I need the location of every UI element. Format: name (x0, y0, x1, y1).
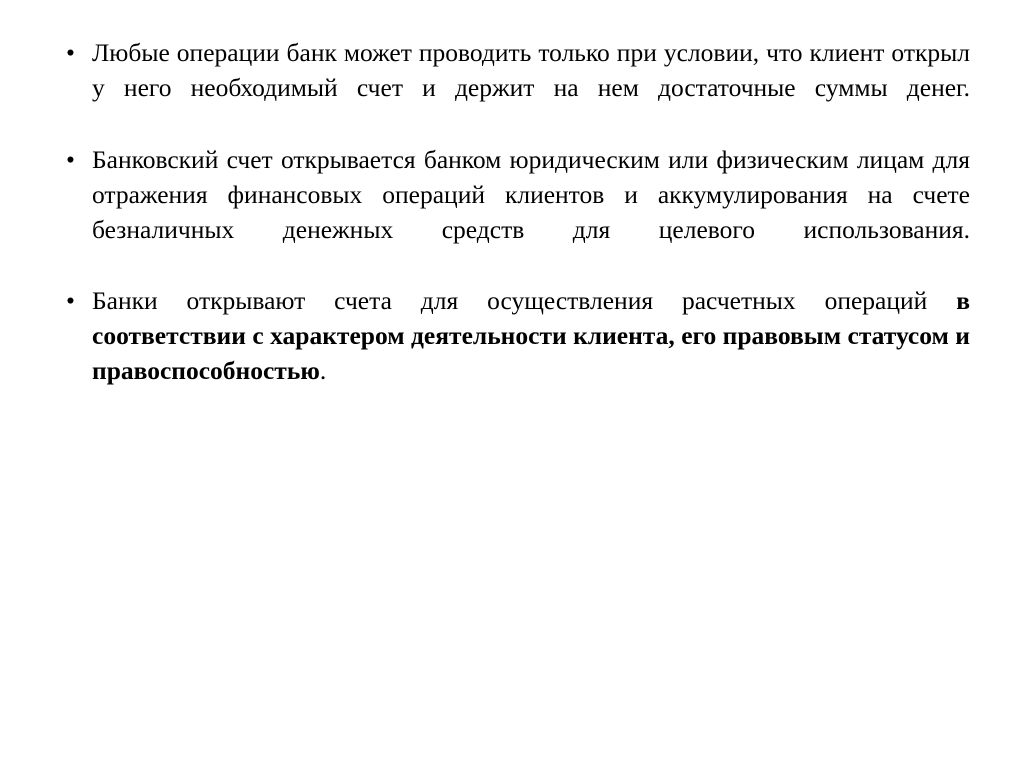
bullet-list (54, 36, 970, 424)
bullet-text (92, 143, 970, 283)
bullet-text-emphasis: в соответствии с характером деятельности клиента, его правовым статусом и правоспособностью (92, 286, 970, 386)
bullet-text-segment: Любые операции банк может проводить только при условии, что клиент открыл у него необходимый счет и держит на нем достаточные суммы денег. (92, 38, 970, 102)
bullet-text (92, 36, 970, 141)
bullet-text-segment: . (319, 356, 327, 386)
bullet-text (92, 284, 970, 424)
bullet-item (54, 284, 970, 424)
bullet-text-segment: Банковский счет открывается банком юридическим или физическим лицам для отражения финансовых операций клиентов и аккумулирования на счете безналичных денежных средств для целевого использования. (92, 144, 970, 244)
bullet-marker-icon: • (66, 38, 75, 67)
bullet-text-segment: Банки открывают счета для осуществления расчетных операций (92, 286, 957, 316)
bullet-marker-icon: • (66, 144, 75, 174)
bullet-item (54, 36, 970, 141)
bullet-item (54, 143, 970, 283)
bullet-marker-icon: • (66, 286, 75, 316)
